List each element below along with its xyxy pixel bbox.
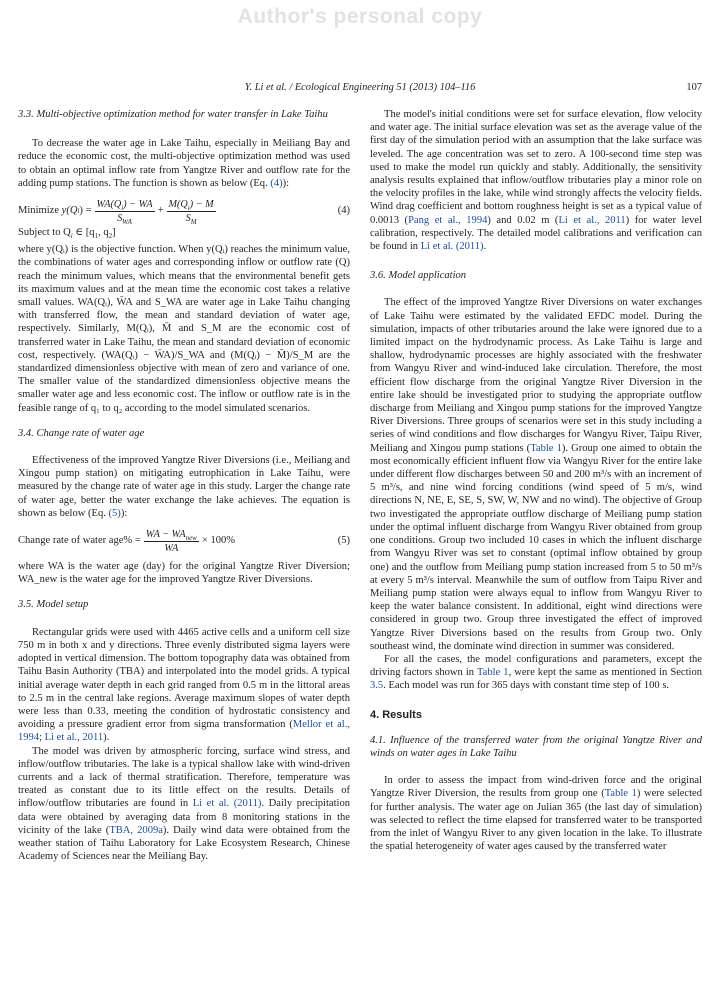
left-column: [18, 108, 350, 863]
li-2011-link[interactable]: Li et al. (2011): [192, 798, 262, 810]
equation-4-constraint: Subject to $Q_i$ ∈ [$q_1$, $q_2$]: [18, 227, 116, 241]
mellor-1994-link[interactable]: Mellor et al., 1994: [18, 719, 351, 744]
section-3-5-title: 3.5. Model setup: [18, 599, 89, 611]
eq5-link[interactable]: (5): [108, 507, 121, 519]
right-column: [370, 108, 702, 853]
pang-1994-link[interactable]: Pang et al., 1994: [408, 214, 488, 226]
page-number: 107: [686, 82, 702, 93]
equation-4: Minimize y(Q i ) = $\frac{WA(Q_i) - WA}{S_{WA}}$ + $\frac{M(Q_i) - M}{S_M}$ (4): [18, 198, 350, 226]
li-2011-link[interactable]: Li et al. (2011): [420, 241, 484, 253]
section-4-1-title: 4.1. Influence of the transferred water from the original Yangtze River and winds on water ages in Lake Taihu: [370, 734, 702, 759]
section-3-4-title: 3.4. Change rate of water age: [18, 427, 145, 439]
section-3-6-paragraph-2: For all the cases, the model configurations and parameters, except the driving factors shown in Table 1, were kept the same as mentioned in Section 3.5. Each model was run for 365 days with constant time step of 100 s.: [370, 653, 702, 692]
table-1-link[interactable]: Table 1: [530, 442, 562, 454]
section-3-4-paragraph-1: Effectiveness of the improved Yangtze River Diversions (i.e., Meiliang and Xingou pump station) on mitigating eutrophication in Lake Taihu, were measured by the change rate of water age in this study. Larger the change rate of water age, better the water exchange the lake achieves. The equation is shown as below (Eq. (5)):: [18, 455, 350, 519]
section-3-3-paragraph-1: To decrease the water age in Lake Taihu, especially in Meiliang Bay and reduce the economic cost, the multi-objective optimization method was used to obtain an optimal inflow rate from Yangtze River and outflow rate for the adding pump stations. The function is shown as below (Eq. (4)):: [18, 138, 350, 189]
table-1-link[interactable]: Table 1: [476, 667, 509, 679]
section-3-6-paragraph-1: The effect of the improved Yangtze River Diversions on water exchanges of Lake Taihu were estimated by the validated EFDC model. During the simulation, impacts of other tributaries around the lake were ignored due to a limited impact on the hydrodynamic process. As Lake Taihu is large and shallow, hydrodynamic processes are highly associated with the freshwater from Wangyu River and wind-induced lake circulation. Therefore, the most efficient flow discharge from the original Yangtze River Diversion in the entire lake should be investigated prior to studying the appropriate outflow discharge from Meiliang and Xingou pump stations for the improved Yangtze River Diversions. Three groups of scenarios were set in this study including a series of wind conditions and flow discharges for Wangyu River, Taipu River, Meiliang and Xingou pump stations (Table 1). Group one aimed to obtain the most economically efficient influent flow via Wangyu River for the entire lake under different flow discharges between 50 and 200 m³/s with an increment of 5 m³/s, and nine wind forcing conditions (wind speed of 5 m/s, wind directions N, NE, E, SE, S, SW, W, NW and no wind). The objective of Group two investigated the appropriate outflow discharge of Meiliang pump station under the optimal influent discharge from Wangyu River obtained from group one conditions. Group two included 10 cases in which the influent discharge from Wangyu River was set to constant (optimal inflow obtained by group one) and the outflow from Meiliang pump station increased from 5 to 50 m³/s at every 5 m³/s interval. Meanwhile the sum of outflow from Taipu River and Meiliang pump station were always equal to inflow from Wangyu River to keep the water balance consistent. In additional, eight wind directions were considered in group two. Group three investigated the effect of improved Yangtze River Diversions based on the results from Group two. Only southeast wind, the dominate wind direction in summer was considered.: [370, 297, 702, 652]
eq4-link[interactable]: (4): [270, 177, 283, 189]
section-3-4-paragraph-2: where WA is the water age (day) for the original Yangtze River Diversion; WA_new is the water age for the improved Yangtze River Diversions.: [18, 561, 350, 586]
section-3-5-link[interactable]: 3.5: [370, 680, 384, 692]
section-3-5-paragraph-1: Rectangular grids were used with 4465 active cells and a uniform cell size 750 m in both x and y directions. Three evenly distributed sigma layers were adopted in vertical dimension. The bottom topography data was obtained from Taihu Basin Authority (TBA) and interpolated into the model grids. A typical initial average water depth in each grid ranged from 0.5 m in the littoral areas to 2.5 m in the central lake regions. Average maximum slopes of water depth were less than 0.33, meeting the condition of hydrostatic consistency and avoiding a pressure gradient error from sigma transformation (Mellor et al., 1994; Li et al., 2011).: [18, 626, 351, 744]
section-4-title: 4. Results: [370, 708, 422, 721]
section-3-5-paragraph-2: The model was driven by atmospheric forcing, surface wind stress, and inflow/outflow tributaries. The lake is a typical shallow lake with wind-driven currents and a lack of thermal stratification. Therefore, temperature was treated as constant due to its little effect on the results. Details of inflow/outflow tributaries are found in Li et al. (2011). Daily precipitation data were obtained by averaging data from 8 monitoring stations in the vicinity of the lake (TBA, 2009a). Daily wind data were obtained from the weather station of Taihu Laboratory for Lake Ecosystem Research, Chinese Academy of Sciences near the Meiliang Bay.: [18, 745, 350, 863]
equation-5: Change rate of water age% = $\frac{WA - WA_{new}}{WA}$ × 100% (5): [18, 528, 350, 554]
model-initial-conditions-paragraph: The model's initial conditions were set for surface elevation, flow velocity and water age. The initial surface elevation was set as the average value of the first day of the simulation period with an assumption that the lake surface was leveled. The age concentration was set to zero. A 100-second time step was used to make the model run quickly and stably. Additionally, the sensitivity analysis results explained that inflow/outflow tributaries play a minor role on the velocity profiles in the lake, while wind strongly affects the velocity fields. Wind drag coefficient and bottom roughness height is set as a typical value of 0.0013 (Pang et al., 1994) and 0.02 m (Li et al., 2011) for water level calibration, respectively. The detailed model calibrations and verification can be found in Li et al. (2011).: [370, 109, 703, 253]
tba-2009a-link[interactable]: TBA, 2009a: [109, 824, 163, 836]
equation-4-number: (4): [337, 205, 350, 217]
watermark: Author's personal copy: [237, 5, 483, 28]
li-2011-link[interactable]: Li et al., 2011: [558, 214, 626, 226]
equation-5-number: (5): [337, 535, 350, 547]
section-3-6-title: 3.6. Model application: [370, 270, 467, 282]
section-3-3-paragraph-2: where y(Qᵢ) is the objective function. When y(Qᵢ) reaches the minimum value, the combinations of water ages and corresponding inflow or outflow rate (Q) reach the minimum values, which means that the environmental benefit gets its maximum values and at the mean time the economic cost takes a relative small values. WA(Qᵢ), W̄A and S_WA are water age in Lake Taihu changing with transferred flow, the mean and standard deviation of water age, respectively. Similarly, M(Qᵢ), M̄ and S_M are the economic cost of transferred water in Lake Taihu, the mean and standard deviation of economic cost, respectively. (WA(Qᵢ) − W̄A)/S_WA and (M(Qᵢ) − M̄)/S_M are the standardized dimensionless objective with mean of zero and variance of one. The smaller value of the standardized dimensionless objective means the smaller water age and less economic cost. The inflow or outflow rate is in the feasible range of q₁ to q₂ according to the model simulated scenarios.: [18, 244, 350, 414]
li-2011-link[interactable]: Li et al., 2011: [44, 732, 104, 744]
table-1-link[interactable]: Table 1: [604, 788, 637, 800]
section-3-3-title: 3.3. Multi-objective optimization method for water transfer in Lake Taihu: [18, 109, 328, 120]
running-head: Y. Li et al. / Ecological Engineering 51 (2013) 104–116: [244, 82, 476, 93]
section-4-1-paragraph-1: In order to assess the impact from wind-driven force and the original Yangtze River Diversion, the results from group one (Table 1) were selected for further analysis. The water age on Julian 365 (the last day of simulation) was selected to reflect the time elapsed for transferred water to be transported from the inlet of Wangyu River to any given location in the lake. To illustrate the spatial heterogeneity of water ages caused by the transferred water: [370, 775, 703, 853]
